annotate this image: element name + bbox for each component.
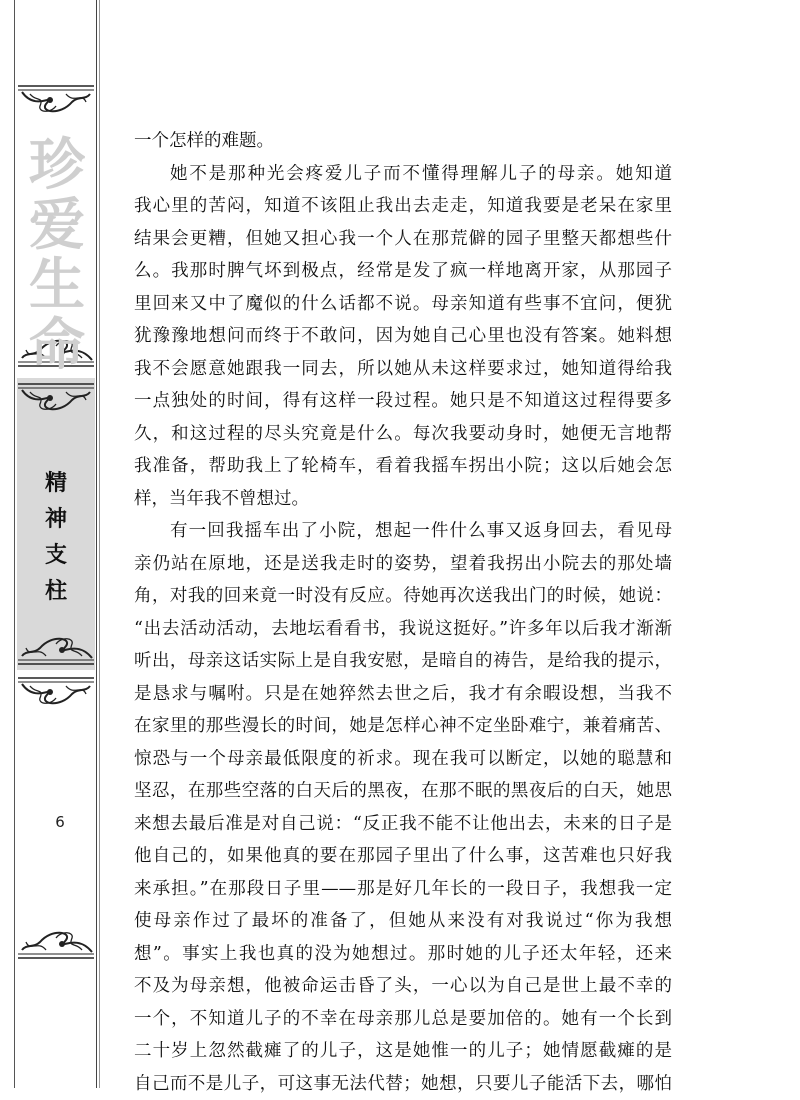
text-line: 一个怎样的难题。	[134, 125, 672, 158]
text-line: 她不是那种光会疼爱儿子而不懂得理解儿子的母亲。她知道	[134, 158, 672, 191]
text-line: 一个，不知道儿子的不幸在母亲那儿总是要加倍的。她有一个长到	[134, 1003, 672, 1036]
margin-rule-inner	[96, 0, 97, 1088]
text-line: 结果会更糟，但她又担心我一个人在那荒僻的园子里整天都想些什	[134, 223, 672, 256]
text-line: 自己而不是儿子，可这事无法代替；她想，只要儿子能活下去，哪怕	[134, 1068, 672, 1100]
text-line: 是恳求与嘱咐。只是在她猝然去世之后，我才有余暇设想，当我不	[134, 678, 672, 711]
text-line: 他自己的，如果他真的要在那园子里出了什么事，这苦难也只好我	[134, 840, 672, 873]
text-line: 来承担。”在那段日子里——那是好几年长的一段日子，我想我一定	[134, 873, 672, 906]
book-title-char: 爱	[22, 195, 92, 255]
text-line: 亲仍站在原地，还是送我走时的姿势，望着我拐出小院去的那处墙	[134, 548, 672, 581]
section-title-char: 神	[17, 501, 95, 537]
text-line: 来想去最后准是对自己说：“反正我不能不让他出去，未来的日子是	[134, 808, 672, 841]
text-line: 不及为母亲想，他被命运击昏了头，一心以为自己是世上最不幸的	[134, 970, 672, 1003]
section-title-char: 柱	[17, 573, 95, 609]
text-line: 听出，母亲这话实际上是自我安慰，是暗自的祷告，是给我的提示，	[134, 645, 672, 678]
margin-rule-inner-thin	[99, 0, 100, 1088]
text-line: 二十岁上忽然截瘫了的儿子，这是她惟一的儿子；她情愿截瘫的是	[134, 1035, 672, 1068]
book-title-char: 珍	[22, 135, 92, 195]
section-title	[17, 465, 95, 609]
text-line: 角，对我的回来竟一时没有反应。待她再次送我出门的时候，她说：	[134, 580, 672, 613]
text-line: 样，当年我不曾想过。	[134, 483, 672, 516]
section-title-char: 精	[17, 465, 95, 501]
book-title-char: 生	[22, 255, 92, 315]
text-line: 我心里的苦闷，知道不该阻止我出去走走，知道我要是老呆在家里	[134, 190, 672, 223]
book-title	[22, 135, 92, 375]
ornament-top-1	[16, 82, 96, 122]
text-line: 坚忍，在那些空落的白天后的黑夜，在那不眠的黑夜后的白天，她思	[134, 775, 672, 808]
text-line: 在家里的那些漫长的时间，她是怎样心神不定坐卧难宁，兼着痛苦、	[134, 710, 672, 743]
text-line: “出去活动活动，去地坛看看书，我说这挺好。”许多年以后我才渐渐	[134, 613, 672, 646]
ornament-top-2	[16, 380, 96, 420]
page-number: 6	[40, 813, 80, 831]
text-line: 有一回我摇车出了小院，想起一件什么事又返身回去，看见母	[134, 515, 672, 548]
ornament-bottom-3	[16, 922, 96, 962]
book-title-char: 命	[22, 315, 92, 375]
text-line: 么。我那时脾气坏到极点，经常是发了疯一样地离开家，从那园子	[134, 255, 672, 288]
text-line: 里回来又中了魔似的什么话都不说。母亲知道有些事不宜问，便犹	[134, 288, 672, 321]
text-line: 一点独处的时间，得有这样一段过程。她只是不知道这过程得要多	[134, 385, 672, 418]
text-line: 我准备，帮助我上了轮椅车，看着我摇车拐出小院；这以后她会怎	[134, 450, 672, 483]
text-line: 想”。事实上我也真的没为她想过。那时她的儿子还太年轻，还来	[134, 938, 672, 971]
text-line: 惊恐与一个母亲最低限度的祈求。现在我可以断定，以她的聪慧和	[134, 743, 672, 776]
body-text	[134, 125, 672, 1100]
ornament-top-3	[16, 674, 96, 714]
margin-rule-outer	[14, 0, 15, 1088]
section-title-char: 支	[17, 537, 95, 573]
ornament-bottom-2	[16, 628, 96, 668]
text-line: 久，和这过程的尽头究竟是什么。每次我要动身时，她便无言地帮	[134, 418, 672, 451]
text-line: 使母亲作过了最坏的准备了，但她从来没有对我说过“你为我想	[134, 905, 672, 938]
text-line: 我不会愿意她跟我一同去，所以她从未这样要求过，她知道得给我	[134, 353, 672, 386]
text-line: 犹豫豫地想问而终于不敢问，因为她自己心里也没有答案。她料想	[134, 320, 672, 353]
